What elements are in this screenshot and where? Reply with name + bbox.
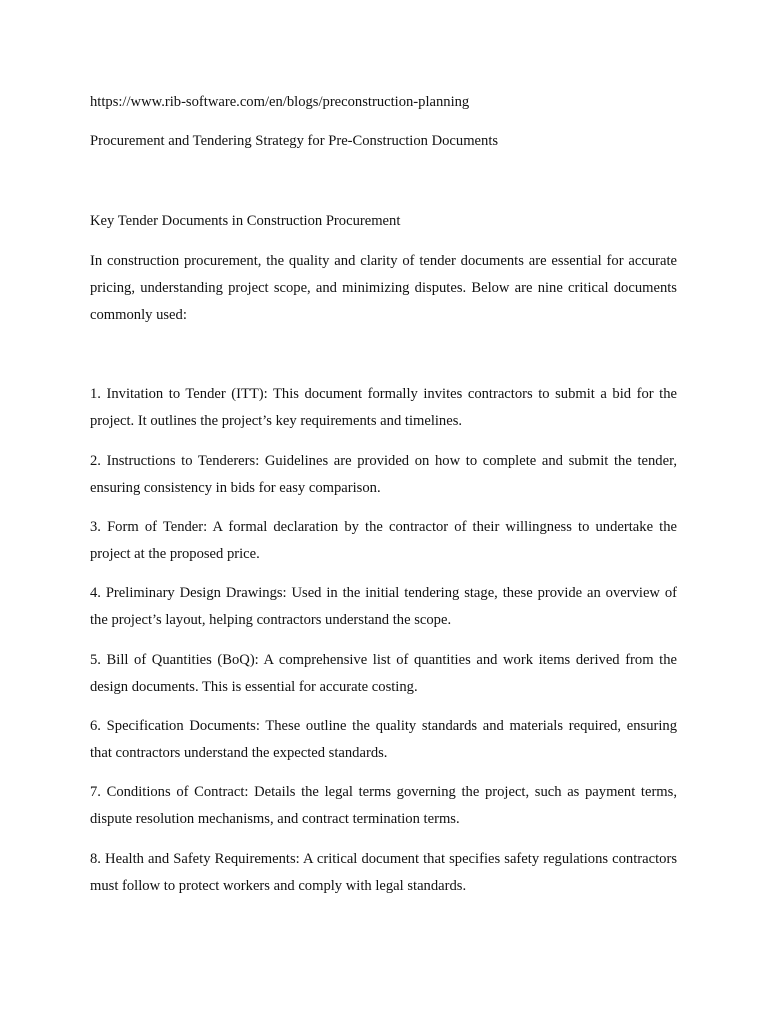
list-item-invitation-to-tender: 1. Invitation to Tender (ITT): This document formally invites contractors to submit a bid for the project. It outlines the project’s key requirements and timelines. (90, 386, 677, 429)
list-item-conditions-of-contract: 7. Conditions of Contract: Details the legal terms governing the project, such as payment terms, dispute resolution mechanisms, and contract termination terms. (90, 784, 677, 827)
list-item-specification-documents: 6. Specification Documents: These outline the quality standards and materials required, ensuring that contractors understand the expected standards. (90, 718, 677, 761)
list-item-bill-of-quantities: 5. Bill of Quantities (BoQ): A comprehensive list of quantities and work items derived from the design documents. This is essential for accurate costing. (90, 652, 677, 695)
source-url: https://www.rib-software.com/en/blogs/preconstruction-planning (90, 94, 470, 110)
list-item-health-and-safety: 8. Health and Safety Requirements: A critical document that specifies safety regulations contractors must follow to protect workers and comply with legal standards. (90, 851, 677, 894)
list-item-preliminary-design-drawings: 4. Preliminary Design Drawings: Used in the initial tendering stage, these provide an overview of the project’s layout, helping contractors understand the scope. (90, 585, 677, 628)
document-title: Procurement and Tendering Strategy for Pre-Construction Documents (90, 133, 499, 149)
intro-paragraph: In construction procurement, the quality and clarity of tender documents are essential for accurate pricing, understanding project scope, and minimizing disputes. Below are nine critical documents commonly used: (90, 253, 677, 323)
section-heading: Key Tender Documents in Construction Procurement (90, 213, 401, 229)
list-item-form-of-tender: 3. Form of Tender: A formal declaration by the contractor of their willingness to undertake the project at the proposed price. (90, 519, 677, 562)
list-item-instructions-to-tenderers: 2. Instructions to Tenderers: Guidelines are provided on how to complete and submit the tender, ensuring consistency in bids for easy comparison. (90, 453, 677, 496)
